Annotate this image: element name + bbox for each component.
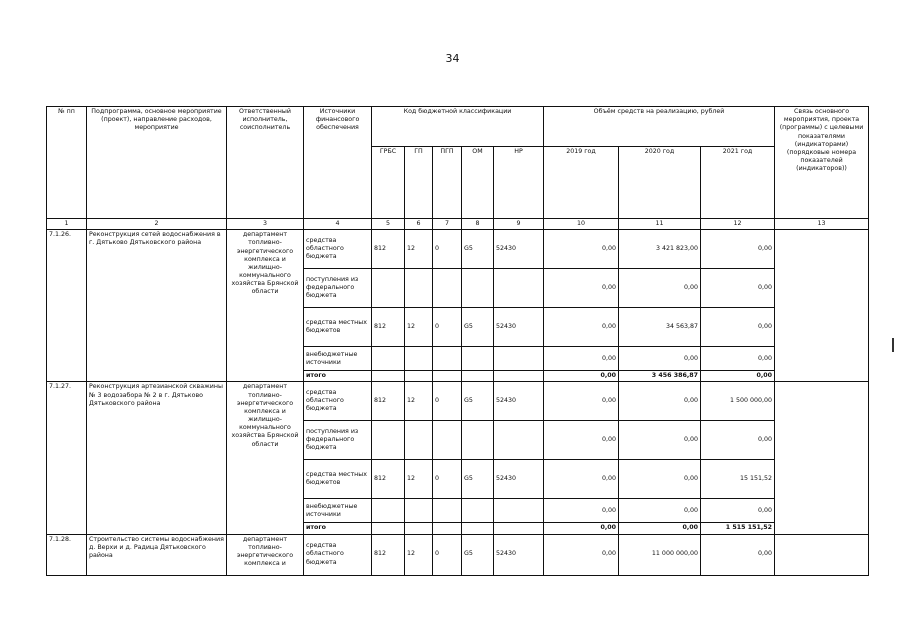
amount-2020: 34 563,87 [619, 308, 701, 347]
col-number: 1 [47, 219, 87, 230]
amount-2020: 0,00 [619, 347, 701, 371]
pgp-cell [433, 421, 462, 460]
source-cell: средства местных бюджетов [304, 308, 372, 347]
nr-cell: 52430 [494, 534, 544, 575]
col-number: 3 [227, 219, 304, 230]
gp-cell [405, 421, 433, 460]
om-cell: G5 [462, 460, 494, 499]
amount-2020: 0,00 [619, 460, 701, 499]
amount-2019: 0,00 [544, 534, 619, 575]
pgp-cell: 0 [433, 308, 462, 347]
nr-cell: 52430 [494, 460, 544, 499]
amount-2020: 0,00 [619, 382, 701, 421]
amount-2020: 0,00 [619, 499, 701, 523]
header-program: Подпрограмма, основное мероприятие (проект), направление расходов, мероприятие [87, 107, 227, 219]
header-gp: ГП [405, 147, 433, 219]
col-number: 8 [462, 219, 494, 230]
pgp-cell [433, 347, 462, 371]
header-volume: Объём средств на реализацию, рублей [544, 107, 775, 147]
amount-2021: 0,00 [701, 308, 775, 347]
col-number: 9 [494, 219, 544, 230]
amount-2019: 0,00 [544, 499, 619, 523]
col-number: 7 [433, 219, 462, 230]
gp-cell [405, 499, 433, 523]
amount-2019: 0,00 [544, 230, 619, 269]
amount-2021: 0,00 [701, 534, 775, 575]
header-executor: Ответственный исполнитель, соисполнитель [227, 107, 304, 219]
col-number: 11 [619, 219, 701, 230]
gp-cell: 12 [405, 308, 433, 347]
amount-2019: 0,00 [544, 421, 619, 460]
source-cell: средства областного бюджета [304, 230, 372, 269]
scan-mark [892, 338, 894, 352]
grbs-cell [372, 499, 405, 523]
amount-2021: 0,00 [701, 269, 775, 308]
col-number: 12 [701, 219, 775, 230]
item-name: Реконструкция артезианской скважины № 3 водозабора № 2 в г. Дятьково Дятьковского района [87, 382, 227, 534]
amount-2021: 15 151,52 [701, 460, 775, 499]
source-cell: средства областного бюджета [304, 382, 372, 421]
nr-cell: 52430 [494, 308, 544, 347]
col-number: 13 [775, 219, 869, 230]
item-executor: департамент топливно-энергетического комплекса и жилищно-коммунального хозяйства Брянской области [227, 382, 304, 534]
amount-2019: 0,00 [544, 382, 619, 421]
source-cell: внебюджетные источники [304, 347, 372, 371]
nr-cell [494, 421, 544, 460]
om-cell: G5 [462, 382, 494, 421]
item-number: 7.1.27. [47, 382, 87, 534]
nr-cell [494, 347, 544, 371]
om-cell: G5 [462, 230, 494, 269]
header-om: ОМ [462, 147, 494, 219]
header-2021: 2021 год [701, 147, 775, 219]
amount-2019: 0,00 [544, 460, 619, 499]
pgp-cell: 0 [433, 382, 462, 421]
col-number: 5 [372, 219, 405, 230]
gp-cell [405, 347, 433, 371]
item-number: 7.1.28. [47, 534, 87, 575]
header-2020: 2020 год [619, 147, 701, 219]
nr-cell [494, 269, 544, 308]
header-pgp: ПГП [433, 147, 462, 219]
total-label: итого [304, 523, 372, 534]
nr-cell: 52430 [494, 382, 544, 421]
grbs-cell: 812 [372, 460, 405, 499]
item-number: 7.1.26. [47, 230, 87, 382]
indicator-link-cell [775, 382, 869, 534]
total-2019: 0,00 [544, 371, 619, 382]
amount-2021: 0,00 [701, 230, 775, 269]
pgp-cell: 0 [433, 460, 462, 499]
grbs-cell [372, 421, 405, 460]
source-cell: поступления из федерального бюджета [304, 269, 372, 308]
col-number: 4 [304, 219, 372, 230]
header-link: Связь основного мероприятия, проекта (программы) с целевыми показателями (индикаторами) (порядковые номера показателей (индикаторов)) [775, 107, 869, 219]
indicator-link-cell [775, 230, 869, 382]
header-budget-code: Код бюджетной классификации [372, 107, 544, 147]
amount-2021: 0,00 [701, 499, 775, 523]
col-number: 6 [405, 219, 433, 230]
grbs-cell [372, 347, 405, 371]
gp-cell: 12 [405, 460, 433, 499]
om-cell: G5 [462, 308, 494, 347]
table-row [47, 382, 869, 421]
amount-2020: 0,00 [619, 421, 701, 460]
total-label: итого [304, 371, 372, 382]
amount-2021: 0,00 [701, 421, 775, 460]
amount-2020: 0,00 [619, 269, 701, 308]
header-num: № пп [47, 107, 87, 219]
source-cell: внебюджетные источники [304, 499, 372, 523]
column-number-row [47, 219, 869, 230]
gp-cell: 12 [405, 382, 433, 421]
grbs-cell: 812 [372, 382, 405, 421]
pgp-cell [433, 269, 462, 308]
header-grbs: ГРБС [372, 147, 405, 219]
om-cell [462, 347, 494, 371]
pgp-cell: 0 [433, 534, 462, 575]
item-executor: департамент топливно-энергетического комплекса и жилищно-коммунального хозяйства Брянской области [227, 230, 304, 382]
table-row [47, 230, 869, 269]
page-number: 34 [445, 52, 460, 65]
source-cell: поступления из федерального бюджета [304, 421, 372, 460]
header-nr: НР [494, 147, 544, 219]
amount-2020: 11 000 000,00 [619, 534, 701, 575]
amount-2019: 0,00 [544, 347, 619, 371]
gp-cell: 12 [405, 534, 433, 575]
nr-cell [494, 499, 544, 523]
om-cell [462, 499, 494, 523]
amount-2021: 0,00 [701, 347, 775, 371]
grbs-cell: 812 [372, 534, 405, 575]
total-2020: 0,00 [619, 523, 701, 534]
om-cell [462, 269, 494, 308]
item-name: Строительство системы водоснабжения д. Верхи и д. Радица Дятьковского района [87, 534, 227, 575]
table-row [47, 534, 869, 575]
header-2019: 2019 год [544, 147, 619, 219]
amount-2021: 1 500 000,00 [701, 382, 775, 421]
pgp-cell [433, 499, 462, 523]
item-name: Реконструкция сетей водоснабжения в г. Дятьково Дятьковского района [87, 230, 227, 382]
pgp-cell: 0 [433, 230, 462, 269]
col-number: 10 [544, 219, 619, 230]
col-number: 2 [87, 219, 227, 230]
amount-2020: 3 421 823,00 [619, 230, 701, 269]
grbs-cell [372, 269, 405, 308]
amount-2019: 0,00 [544, 269, 619, 308]
budget-table [46, 106, 869, 576]
grbs-cell: 812 [372, 308, 405, 347]
grbs-cell: 812 [372, 230, 405, 269]
total-2021: 0,00 [701, 371, 775, 382]
om-cell [462, 421, 494, 460]
total-2019: 0,00 [544, 523, 619, 534]
gp-cell [405, 269, 433, 308]
source-cell: средства областного бюджета [304, 534, 372, 575]
amount-2019: 0,00 [544, 308, 619, 347]
total-2020: 3 456 386,87 [619, 371, 701, 382]
item-executor: департамент топливно-энергетического комплекса и [227, 534, 304, 575]
header-sources: Источники финансового обеспечения [304, 107, 372, 219]
source-cell: средства местных бюджетов [304, 460, 372, 499]
nr-cell: 52430 [494, 230, 544, 269]
gp-cell: 12 [405, 230, 433, 269]
om-cell: G5 [462, 534, 494, 575]
total-2021: 1 515 151,52 [701, 523, 775, 534]
indicator-link-cell [775, 534, 869, 575]
